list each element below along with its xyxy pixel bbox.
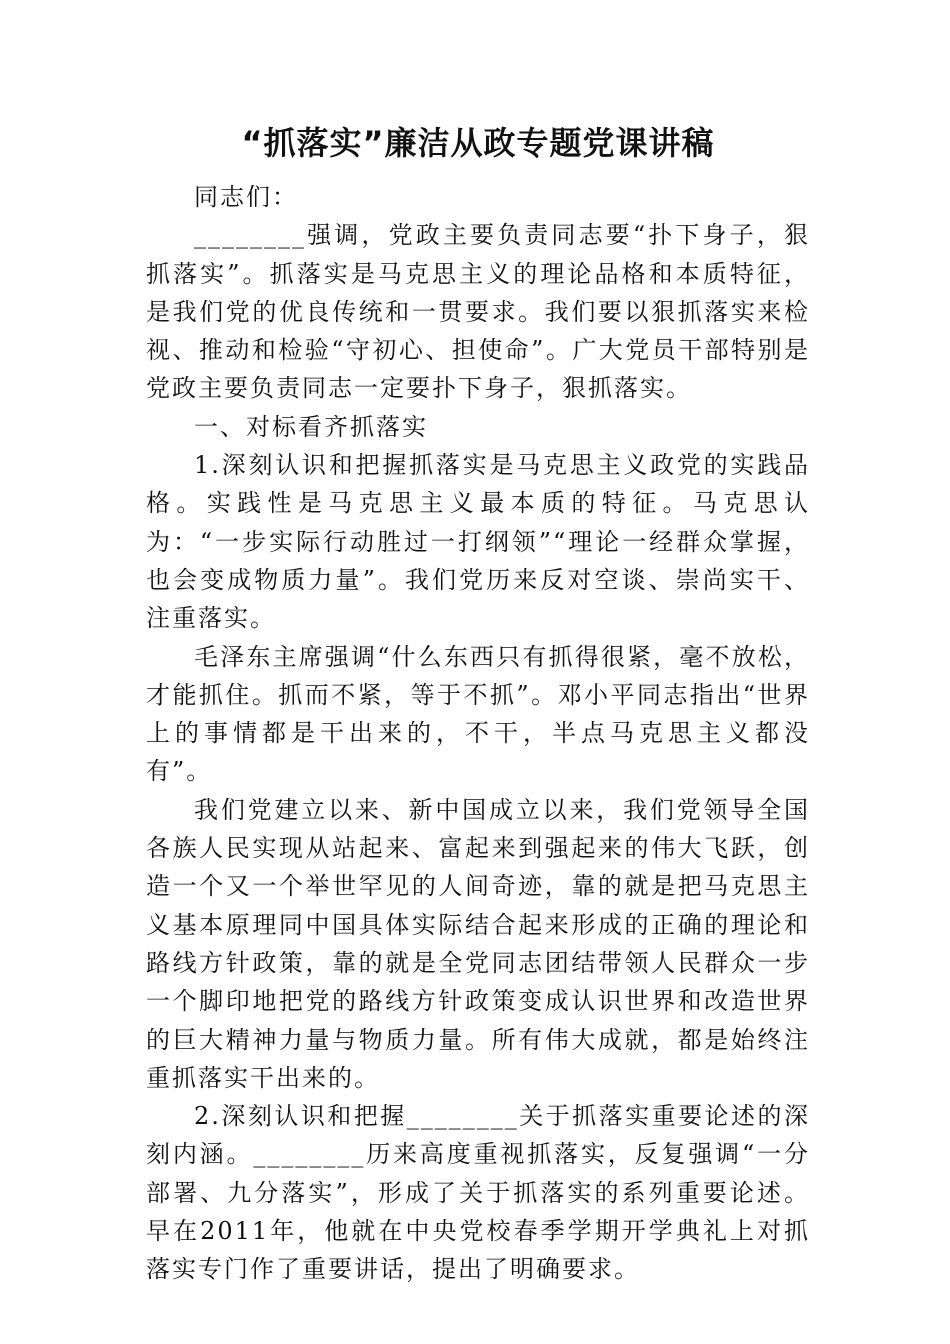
- body-paragraph: 2.深刻认识和把握________关于抓落实重要论述的深刻内涵。________历来高度重视抓落实，反复强调“一分部署、九分落实”，形成了关于抓落实的系列重要论述。早在2011年，他就在中央党校春季学期开学典礼上对抓落实专门作了重要讲话，提出了明确要求。: [146, 1102, 810, 1284]
- body-paragraph: 我们党建立以来、新中国成立以来，我们党领导全国各族人民实现从站起来、富起来到强起来的伟大飞跃，创造一个又一个举世罕见的人间奇迹，靠的就是把马克思主义基本原理同中国具体实际结合起来形成的正确的理论和路线方针政策，靠的就是全党同志团结带领人民群众一步一个脚印地把党的路线方针政策变成认识世界和改造世界的巨大精神力量与物质力量。所有伟大成就，都是始终注重抓落实干出来的。: [146, 795, 810, 1092]
- body-paragraph: 1.深刻认识和把握抓落实是马克思主义政党的实践品格。实践性是马克思主义最本质的特征。马克思认为：“一步实际行动胜过一打纲领”“理论一经群众掌握，也会变成物质力量”。我们党历来反对空谈、崇尚实干、注重落实。: [146, 451, 810, 633]
- document-title: “抓落实”廉洁从政专题党课讲稿: [241, 124, 715, 162]
- section-heading: 一、对标看齐抓落实: [194, 412, 428, 441]
- salutation: 同志们：: [194, 183, 298, 211]
- intro-paragraph: ________强调，党政主要负责同志要“扑下身子，狠抓落实”。抓落实是马克思主义的理论品格和本质特征，是我们党的优良传统和一贯要求。我们要以狠抓落实来检视、推动和检验“守初心、担使命”。广大党员干部特别是党政主要负责同志一定要扑下身子，狠抓落实。: [146, 221, 810, 403]
- body-paragraph: 毛泽东主席强调“什么东西只有抓得很紧，毫不放松，才能抓住。抓而不紧，等于不抓”。邓小平同志指出“世界上的事情都是干出来的，不干，半点马克思主义都没有”。: [146, 642, 810, 786]
- document-page: [146, 118, 810, 1289]
